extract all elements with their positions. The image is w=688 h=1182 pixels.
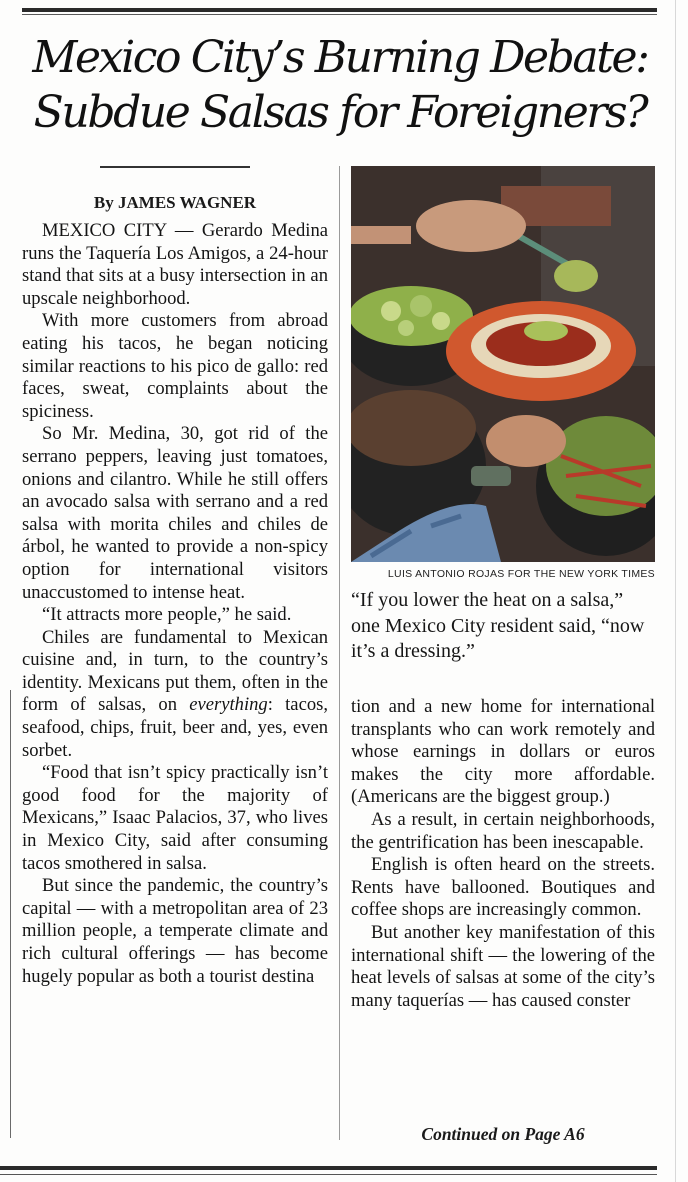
page-edge [675, 0, 676, 1182]
column-divider [339, 166, 340, 1140]
paragraph: tion and a new home for international transplants who can work remotely and whose earnings in dollars or euros makes the city more affordable. (Americans are the biggest group.) [351, 696, 655, 808]
photo-credit: LUIS ANTONIO ROJAS FOR THE NEW YORK TIMES [387, 568, 655, 580]
paragraph: So Mr. Medina, 30, got rid of the serrano peppers, leaving just tomatoes, onions and cilantro. While he still offers an avocado salsa with serrano and a red salsa with morita chiles and chiles de árbol, he wanted to provide a non-spicy option for international visitors unaccustomed to intense heat. [22, 423, 328, 603]
photo-illustration [351, 166, 655, 562]
photo-caption: “If you lower the heat on a salsa,” one Mexico City resident said, “now it’s a dressing.” [351, 589, 645, 662]
headline-rule [100, 166, 250, 168]
emphasis: everything [189, 694, 268, 716]
top-rule-thin [22, 14, 657, 15]
bottom-rule-thin [0, 1174, 657, 1175]
article-column-2 [351, 696, 655, 1012]
paragraph-text: : tacos, seafood, chips, fruit, beer and, yes, even sorbet. [22, 694, 328, 761]
byline: By JAMES WAGNER [93, 193, 257, 212]
paragraph: With more customers from abroad eating his tacos, he began noticing similar reactions to his pico de gallo: red faces, sweat, complaints about the spiciness. [22, 310, 328, 422]
paragraph [22, 627, 328, 763]
paragraph: “It attracts more people,” he said. [42, 604, 292, 626]
paragraph: MEXICO CITY — Gerardo Medina runs the Taquería Los Amigos, a 24-hour stand that sits at a busy intersection in an upscale neighborhood. [22, 220, 328, 309]
paragraph: But another key manifestation of this international shift — the lowering of the heat levels of salsas at some of the city’s many taquerías — has caused conster [351, 921, 655, 1011]
top-rule [22, 8, 657, 12]
headline: Mexico City’s Burning Debate: Subdue Salsas for Foreigners? [32, 32, 648, 138]
article-photo [351, 166, 655, 562]
article-column-1 [22, 220, 328, 988]
paragraph: As a result, in certain neighborhoods, the gentrification has been inescapable. [351, 808, 655, 853]
continued-link[interactable]: Continued on Page A6 [421, 1124, 585, 1144]
paragraph: “Food that isn’t spicy practically isn’t good food for the majority of Mexicans,” Isaac Palacios, 37, who lives in Mexico City, said after consuming tacos smothered in salsa. [22, 762, 328, 874]
paragraph: English is often heard on the streets. Rents have ballooned. Boutiques and coffee shops are increasingly common. [351, 854, 655, 921]
paragraph: But since the pandemic, the country’s capital — with a metropolitan area of 23 million people, a temperate climate and rich cultural offerings — has become hugely popular as both a tourist destina [22, 875, 328, 987]
paragraph-text: Chiles are fundamental to Mexican cuisine and, in turn, to the country’s identity. Mexicans put them, often in the form of salsas, on [22, 626, 328, 716]
bottom-rule [0, 1166, 657, 1170]
margin-rule [10, 690, 11, 1138]
